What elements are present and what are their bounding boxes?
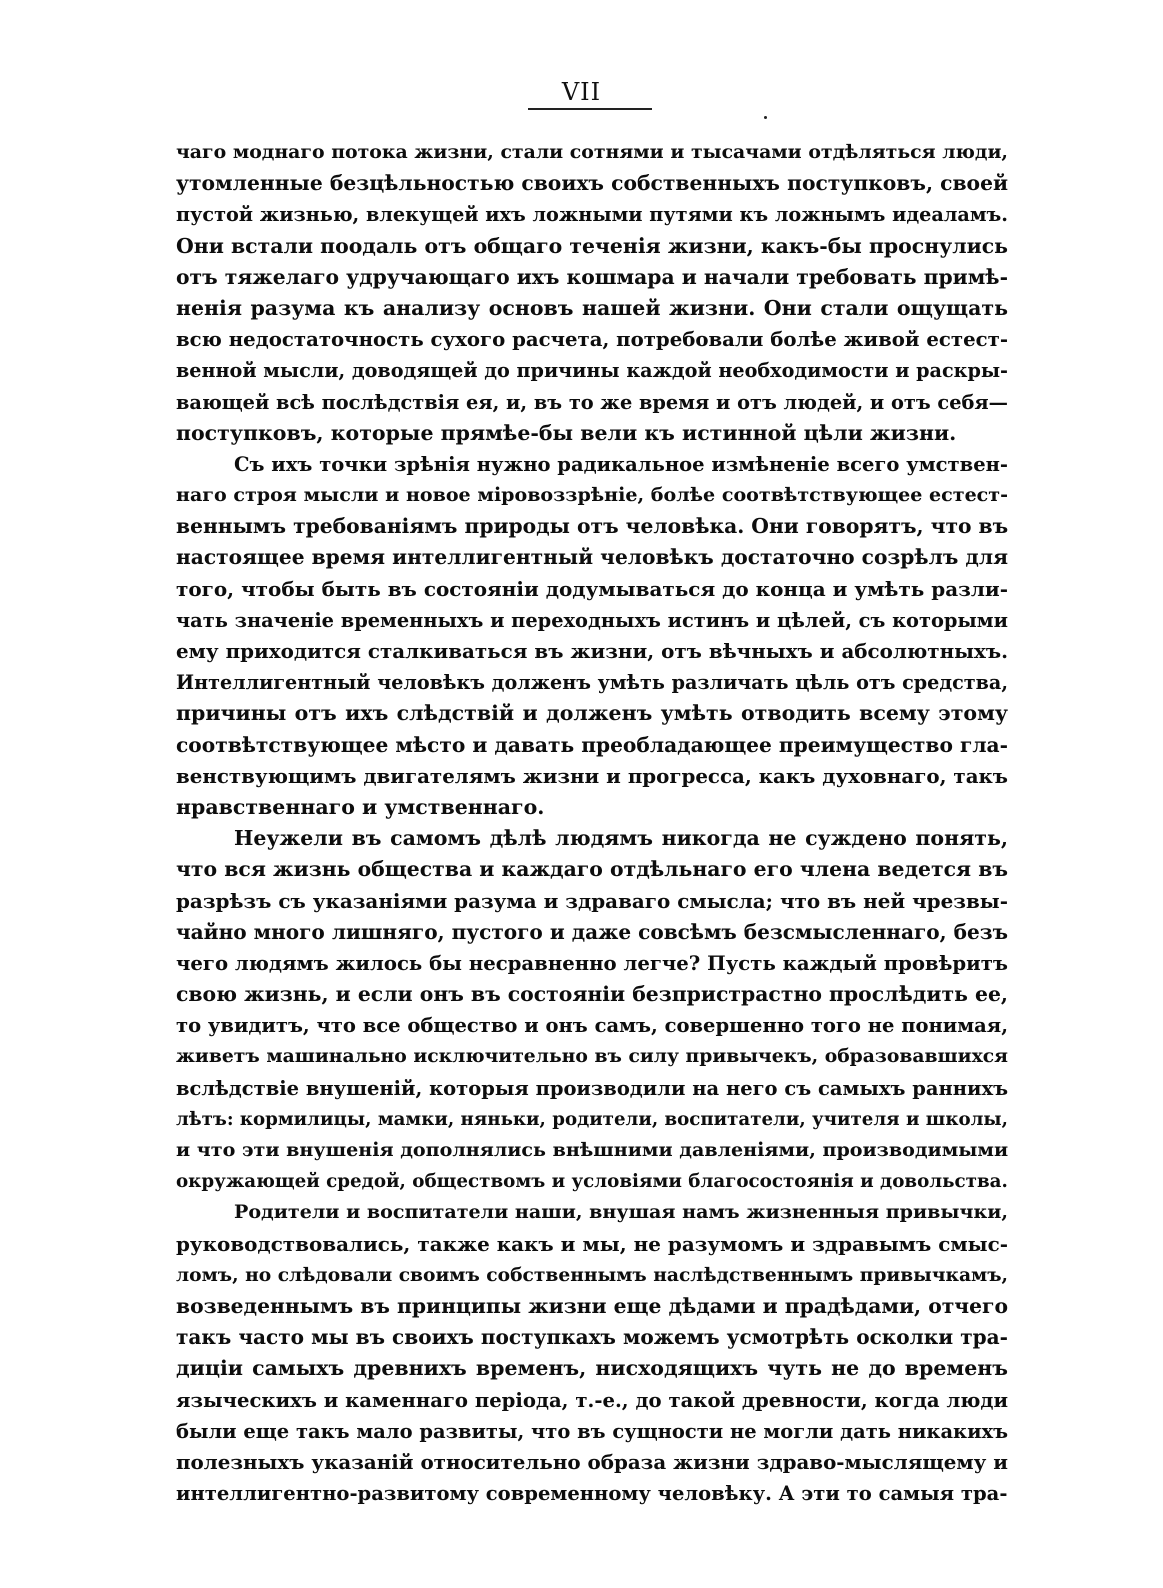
paragraph: [176, 823, 1008, 1197]
text-line: такъ часто мы въ своихъ поступкахъ можемъ усмотрѣть осколки тра-: [176, 1325, 1008, 1350]
text-line: были еще такъ мало развиты, что въ сущности не могли дать никакихъ: [176, 1419, 1008, 1443]
text-line: наго строя мысли и новое міровоззрѣніе, болѣе соотвѣтствующее естест-: [176, 484, 1008, 507]
paragraph: [176, 137, 1008, 449]
text-line: того, чтобы быть въ состояніи додумываться до конца и умѣть разли-: [176, 576, 1008, 601]
text-line: соотвѣтствующее мѣсто и давать преобладающее преимущество гла-: [176, 732, 1008, 757]
text-line: возведеннымъ въ принципы жизни еще дѣдами и прадѣдами, отчего: [176, 1293, 1008, 1318]
text-line: живетъ машинально исключительно въ силу привычекъ, образовавшихся: [176, 1045, 1008, 1068]
text-line: пустой жизнью, влекущей ихъ ложными путями къ ложнымъ идеаламъ.: [176, 203, 1008, 227]
text-line: венной мысли, доводящей до причины каждой необходимости и раскры-: [176, 359, 1008, 383]
text-line: ему приходится сталкиваться въ жизни, отъ вѣчныхъ и абсолютныхъ.: [176, 639, 1008, 663]
text-line: Они встали поодаль отъ общаго теченія жизни, какъ-бы проснулись: [176, 233, 1008, 258]
body-text: [176, 137, 1008, 1509]
text-line: свою жизнь, и если онъ въ состояніи безпристрастно прослѣдить ее,: [176, 982, 1008, 1007]
text-line: причины отъ ихъ слѣдствій и долженъ умѣть отводить всему этому: [176, 701, 1008, 726]
paragraph: [176, 449, 1008, 823]
text-line: вслѣдствіе внушеній, которыя производили на него съ самыхъ раннихъ: [176, 1076, 1008, 1100]
text-line: утомленные безцѣльностью своихъ собственныхъ поступковъ, своей: [176, 171, 1008, 196]
text-line: нравственнаго и умственнаго.: [176, 794, 545, 819]
text-line: и что эти внушенія дополнялись внѣшними давленіями, производимыми: [176, 1139, 1009, 1161]
text-line: веннымъ требованіямъ природы отъ человѣка. Они говорятъ, что въ: [176, 514, 1009, 539]
print-speck: [764, 116, 767, 119]
text-line: венствующимъ двигателямъ жизни и прогресса, какъ духовнаго, такъ: [176, 763, 1008, 788]
text-line: чать значеніе временныхъ и переходныхъ истинъ и цѣлей, съ которыми: [176, 608, 1008, 632]
text-line: Съ ихъ точки зрѣнія нужно радикальное измѣненіе всего умствен-: [234, 452, 1008, 476]
text-line: чайно много лишняго, пустого и даже совсѣмъ безсмысленнаго, безъ: [176, 919, 1008, 944]
text-line: руководствовались, также какъ и мы, не разумомъ и здравымъ смыс-: [176, 1231, 1008, 1256]
text-line: отъ тяжелаго удручающаго ихъ кошмара и начали требовать примѣ-: [176, 264, 1008, 289]
text-line: окружающей средой, обществомъ и условіями благосостоянія и довольства.: [176, 1171, 1008, 1193]
paragraph: [176, 1197, 1008, 1509]
text-line: всю недостаточность сухого расчета, потребовали болѣе живой естест-: [176, 328, 1008, 352]
text-line: поступковъ, которые прямѣе-бы вели къ истинной цѣли жизни.: [176, 420, 957, 445]
text-line: разрѣзъ съ указаніями разума и здраваго смысла; что въ ней чрезвы-: [176, 888, 1008, 913]
page-number: VII: [561, 78, 602, 106]
text-line: то увидитъ, что все общество и онъ самъ, совершенно того не понимая,: [176, 1014, 1008, 1038]
text-line: настоящее время интеллигентный человѣкъ достаточно созрѣлъ для: [176, 545, 1008, 570]
text-line: интеллигентно-развитому современному человѣку. А эти то самыя тра-: [176, 1482, 1008, 1506]
text-line: диціи самыхъ древнихъ временъ, нисходящихъ чуть не до временъ: [176, 1356, 1008, 1381]
text-line: полезныхъ указаній относительно образа жизни здраво-мыслящему и: [176, 1449, 1008, 1474]
text-line: чего людямъ жилось бы несравненно легче? Пусть каждый провѣритъ: [176, 951, 1008, 975]
header-rule: [528, 108, 652, 110]
text-line: Родители и воспитатели наши, внушая намъ жизненныя привычки,: [234, 1201, 1008, 1224]
text-line: лѣтъ: кормилицы, мамки, няньки, родители, воспитатели, учителя и школы,: [176, 1108, 1008, 1130]
text-line: языческихъ и каменнаго періода, т.-е., до такой древности, когда люди: [176, 1388, 1008, 1412]
text-line: ненія разума къ анализу основъ нашей жизни. Они стали ощущать: [176, 295, 1008, 320]
text-line: ломъ, но слѣдовали своимъ собственнымъ наслѣдственнымъ привычкамъ,: [176, 1263, 1008, 1286]
text-line: Неужели въ самомъ дѣлѣ людямъ никогда не суждено понять,: [234, 826, 1008, 851]
text-line: чаго моднаго потока жизни, стали сотнями и тысачами отдѣляться люди,: [176, 141, 1008, 163]
text-line: Интеллигентный человѣкъ долженъ умѣть различать цѣль отъ средства,: [176, 671, 1008, 695]
text-line: вающей всѣ послѣдствія ея, и, въ то же время и отъ людей, и отъ себя—: [176, 390, 1008, 414]
text-line: что вся жизнь общества и каждаго отдѣльнаго его члена ведется въ: [176, 857, 1008, 882]
